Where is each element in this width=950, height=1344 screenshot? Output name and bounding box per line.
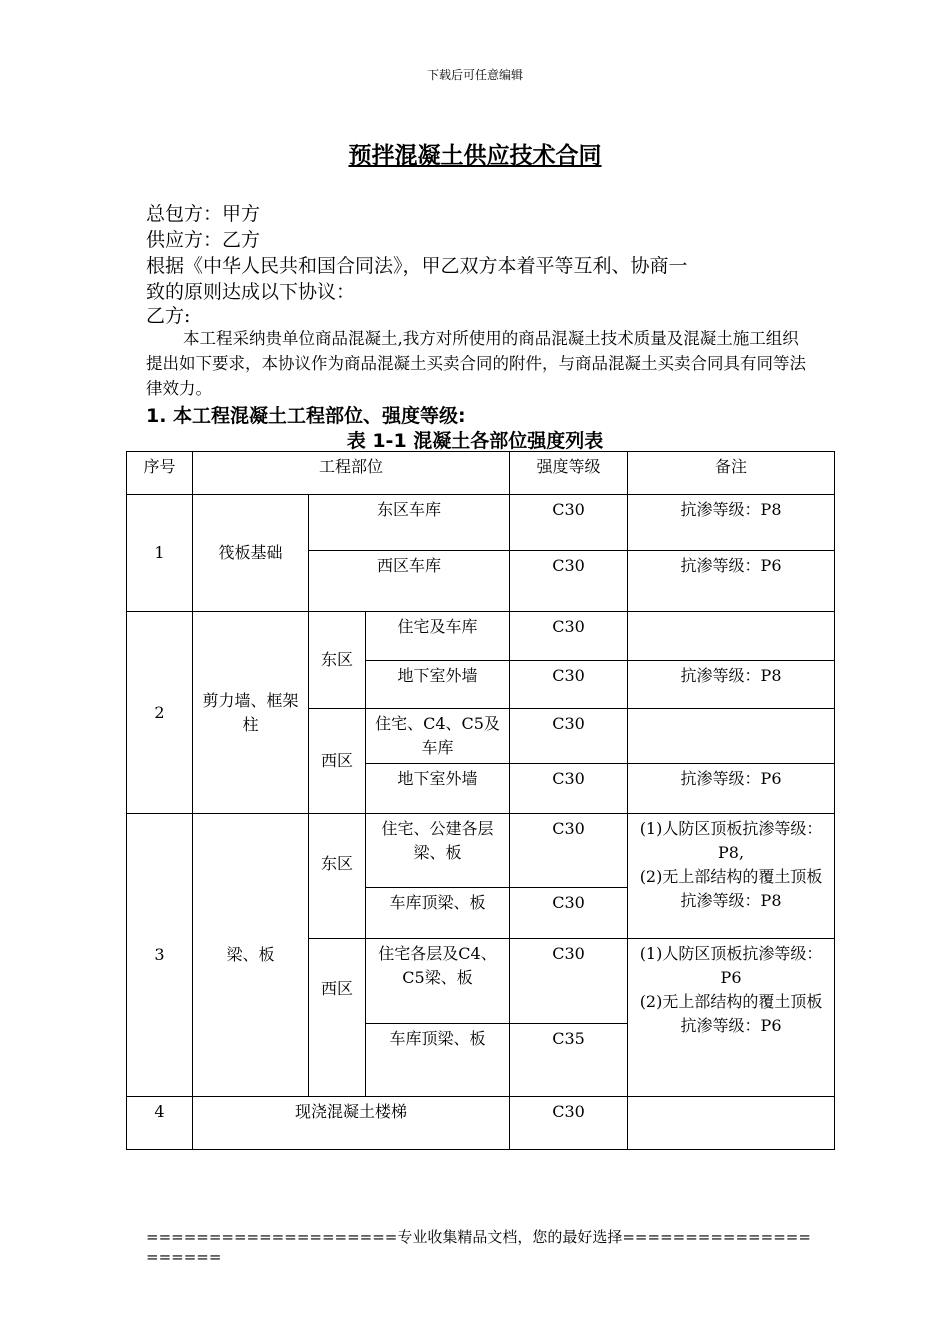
header-no: 序号 xyxy=(127,452,193,495)
table-row xyxy=(127,612,835,661)
row3-w2-grade: C35 xyxy=(510,1024,628,1097)
page-footer: ====================专业收集精品文档，您的最好选择===================== xyxy=(146,1228,811,1266)
section-1-heading: 1. 本工程混凝土工程部位、强度等级: xyxy=(146,405,466,427)
header-remark: 备注 xyxy=(628,452,835,495)
row3-east-remark-2: (2)无上部结构的覆土顶板抗渗等级：P8 xyxy=(639,867,823,910)
row3-name: 梁、板 xyxy=(193,814,309,1097)
row3-e1-grade: C30 xyxy=(510,814,628,888)
document-title: 预拌混凝土供应技术合同 xyxy=(348,143,602,169)
row3-west: 西区 xyxy=(309,939,366,1097)
row1-no: 1 xyxy=(127,495,193,612)
row2-no: 2 xyxy=(127,612,193,814)
row3-west-remark-2: (2)无上部结构的覆土顶板抗渗等级：P6 xyxy=(639,992,823,1035)
row2-e2-part: 地下室外墙 xyxy=(366,661,510,709)
row4-no: 4 xyxy=(127,1097,193,1150)
row3-west-remark xyxy=(628,939,835,1097)
row3-no: 3 xyxy=(127,814,193,1097)
party-b-line: 乙方: xyxy=(146,305,191,327)
row2-w2-part: 地下室外墙 xyxy=(366,764,510,814)
table-header-row xyxy=(127,452,835,495)
strength-table xyxy=(126,451,835,1150)
row3-w2-part: 车库顶梁、板 xyxy=(366,1024,510,1097)
row1-a-part: 东区车库 xyxy=(309,495,510,551)
row2-name: 剪力墙、框架柱 xyxy=(193,612,309,814)
row4-remark xyxy=(628,1097,835,1150)
table-row xyxy=(127,495,835,551)
row2-east: 东区 xyxy=(309,612,366,709)
table-row xyxy=(127,814,835,888)
row2-w2-remark: 抗渗等级：P6 xyxy=(628,764,835,814)
row3-w1-grade: C30 xyxy=(510,939,628,1024)
table-row xyxy=(127,1097,835,1150)
row3-e2-grade: C30 xyxy=(510,888,628,939)
row3-east-remark xyxy=(628,814,835,939)
row3-east-remark-1: (1)人防区顶板抗渗等级：P8, xyxy=(639,819,823,862)
row3-e2-part: 车库顶梁、板 xyxy=(366,888,510,939)
header-grade: 强度等级 xyxy=(510,452,628,495)
general-contractor-line: 总包方：甲方 xyxy=(146,203,261,225)
row2-e1-remark xyxy=(628,612,835,661)
row1-b-part: 西区车库 xyxy=(309,551,510,612)
row2-e2-grade: C30 xyxy=(510,661,628,709)
row2-e1-grade: C30 xyxy=(510,612,628,661)
row1-a-grade: C30 xyxy=(510,495,628,551)
supplier-line: 供应方：乙方 xyxy=(146,229,261,251)
requirements-paragraph: 本工程采纳贵单位商品混凝土,我方对所使用的商品混凝土技术质量及混凝土施工组织提出如下要求，本协议作为商品混凝土买卖合同的附件，与商品混凝土买卖合同具有同等法律效力。 xyxy=(146,329,806,398)
row4-grade: C30 xyxy=(510,1097,628,1150)
intro-line-1: 根据《中华人民共和国合同法》，甲乙双方本着平等互利、协商一 xyxy=(146,255,688,277)
row2-e1-part: 住宅及车库 xyxy=(366,612,510,661)
table-caption: 表 1-1 混凝土各部位强度列表 xyxy=(346,430,604,452)
row1-name: 筏板基础 xyxy=(193,495,309,612)
intro-line-2: 致的原则达成以下协议： xyxy=(146,281,356,303)
row3-east: 东区 xyxy=(309,814,366,939)
page-header: 下载后可任意编辑 xyxy=(426,68,523,82)
row2-w1-grade: C30 xyxy=(510,709,628,764)
row3-w1-part: 住宅各层及C4、C5梁、板 xyxy=(366,939,510,1024)
row4-name: 现浇混凝土楼梯 xyxy=(193,1097,510,1150)
row2-e2-remark: 抗渗等级：P8 xyxy=(628,661,835,709)
header-part: 工程部位 xyxy=(193,452,510,495)
row2-w2-grade: C30 xyxy=(510,764,628,814)
row2-west: 西区 xyxy=(309,709,366,814)
row1-b-remark: 抗渗等级：P6 xyxy=(628,551,835,612)
row2-w1-part: 住宅、C4、C5及车库 xyxy=(366,709,510,764)
row1-b-grade: C30 xyxy=(510,551,628,612)
row1-a-remark: 抗渗等级：P8 xyxy=(628,495,835,551)
row3-west-remark-1: (1)人防区顶板抗渗等级：P6 xyxy=(639,944,823,987)
row3-e1-part: 住宅、公建各层梁、板 xyxy=(366,814,510,888)
row2-w1-remark xyxy=(628,709,835,764)
